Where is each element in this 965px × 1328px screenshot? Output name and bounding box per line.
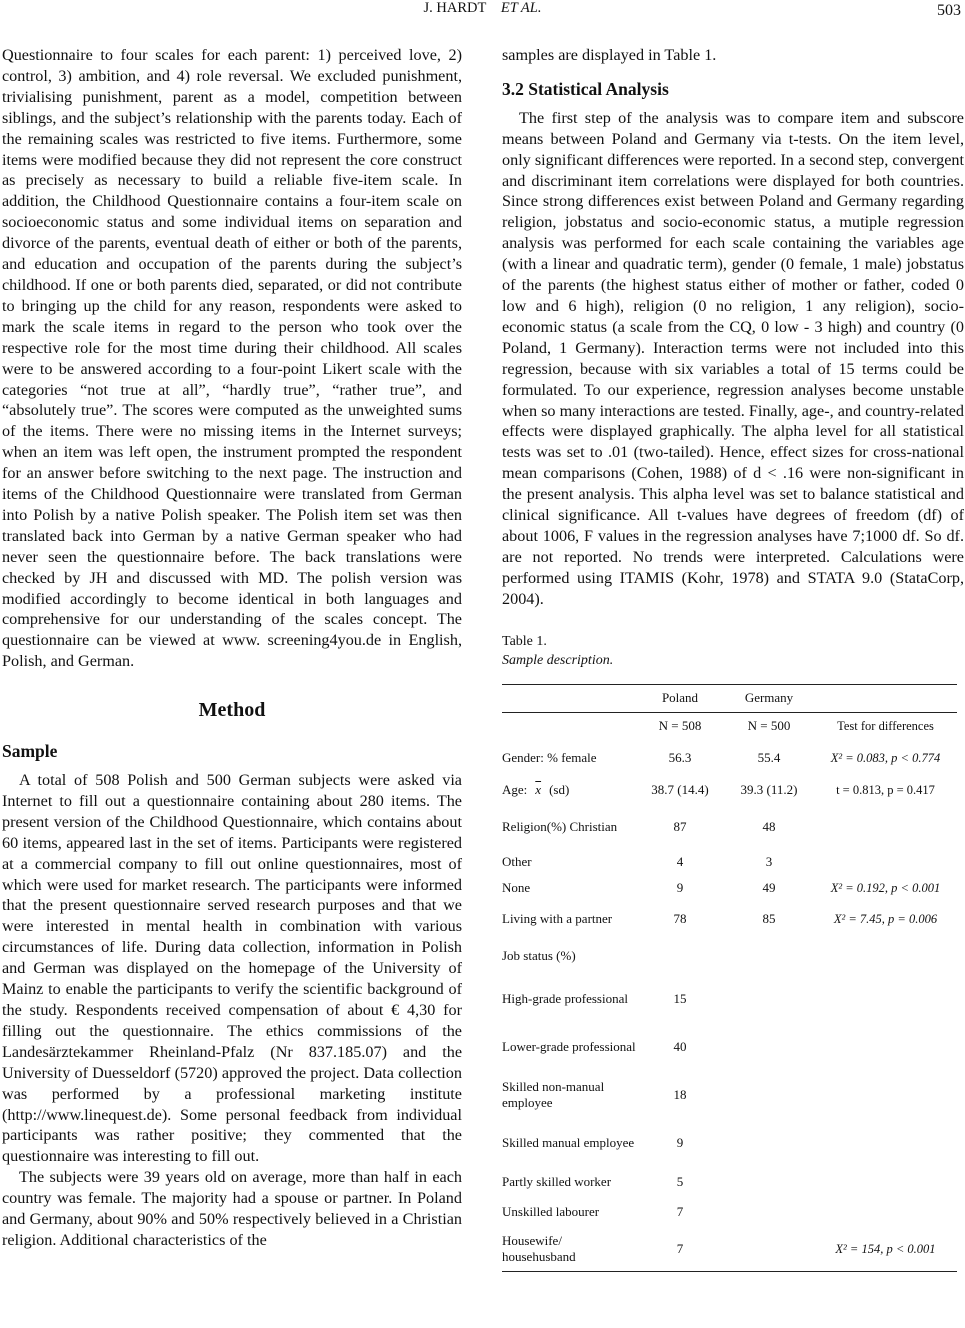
table-title: Table 1. xyxy=(502,633,547,649)
table-cell-poland: 38.7 (14.4) xyxy=(651,782,709,798)
table-cell-test: X² = 0.083, p < 0.774 xyxy=(830,750,941,765)
table-cell-germany: 39.3 (11.2) xyxy=(740,782,798,798)
running-author: J. HARDT xyxy=(423,0,487,16)
statistical-analysis-heading: 3.2 Statistical Analysis xyxy=(502,78,669,99)
right-column xyxy=(502,45,964,1272)
table-header-blank-test xyxy=(814,684,957,712)
table-row-label: Gender: % female xyxy=(502,749,597,765)
sample-heading: Sample xyxy=(2,741,58,762)
table-cell-germany: 49 xyxy=(762,880,776,896)
table-row xyxy=(502,901,957,937)
method-heading: Method xyxy=(198,699,266,722)
paragraph-subjects: The subjects were 39 years old on average, more than half in each country was female. The majority had a spouse or partner. In Poland and Germany, about 90% and 50% respectively believed in a Christian religion. Additional characteristics of the xyxy=(2,1168,462,1249)
table-cell-germany: 85 xyxy=(762,911,776,927)
table-cell-poland: 4 xyxy=(676,854,684,870)
table-row-label: Lower-grade professional xyxy=(502,1039,636,1055)
table-cell-test xyxy=(814,1119,957,1167)
table-cell-test xyxy=(814,1023,957,1071)
table-cell-poland: 5 xyxy=(676,1174,684,1190)
table-caption xyxy=(502,632,964,670)
sd-label: (sd) xyxy=(549,782,570,798)
table-row-label: Skilled non-manual employee xyxy=(502,1079,605,1111)
table-row xyxy=(502,875,957,901)
table-cell-test xyxy=(814,975,957,1023)
table-row xyxy=(502,975,957,1023)
table-cell-test xyxy=(814,805,957,849)
table-cell-poland: 15 xyxy=(673,991,687,1007)
table-cell-germany: 55.4 xyxy=(757,749,781,765)
table-cell-poland: 78 xyxy=(673,911,687,927)
table-row xyxy=(502,937,957,975)
table-cell-germany xyxy=(724,975,814,1023)
mean-symbol: $\overline{x}$ xyxy=(535,782,542,798)
table-cell-germany xyxy=(724,1071,814,1119)
table-row xyxy=(502,740,957,775)
table-cell-germany xyxy=(724,1197,814,1227)
table-row-label: None xyxy=(502,880,531,896)
table-cell-germany xyxy=(724,1119,814,1167)
table-cell-germany xyxy=(724,937,814,975)
table-row xyxy=(502,805,957,849)
table-row xyxy=(502,775,957,805)
table-cell-germany: 3 xyxy=(765,854,773,870)
paragraph-scales: Questionnaire to four scales for each parent: 1) perceived love, 2) control, 3) ambition, and 4) role reversal. We excluded punishment, trivialising punishment, parent as a model, competition between siblings, and the subject’s relationship with the parents today. Each of the remaining scales was restricted to five items. Furthermore, some items were modified because they did not represent the core construct as precisely as necessary to build a reliable five-item scale. In addition, the Childhood Questionnaire contains a four-item scale on socioeconomic status and some individual items on separation and divorce of the parents, eventual death of either or both of the parents, and education and occupation of the parents during the subject’s childhood. If one or both parents died, separated, or did not contribute to bringing up the child for any reason, respondents were asked to mark the scale items in regard to the person who took over the respective role for the most time during their childhood. All scales were to be answered according to a four-point Likert scale with the categories “not true at all”, “hardly true”, “rather true”, and “absolutely true”. The scores were computed as the unweighted sums of the items. There were no missing items in the Internet surveys; when an item was left open, the instrument prompted the respondent for an answer before switching to the next page. The instruction and items of the Childhood Questionnaire were translated from German into Polish by a native Polish speaker. The Polish item set was then translated back into German by a native German speaker who had never seen the questionnaire before. The back translations were checked by JH and discussed with MD. The polish version was modified accordingly to become identical in both languages and comprehensive for our understanding of the scales concept. The questionnaire can be viewed at www. screening4you.de in English, Polish, and German. xyxy=(2,46,462,671)
table-cell-germany xyxy=(724,1023,814,1071)
table-cell-test: X² = 154, p < 0.001 xyxy=(835,1241,936,1256)
table-row-label: Unskilled labourer xyxy=(502,1204,600,1220)
table-header-germany: Germany xyxy=(744,690,794,706)
running-etal: ET AL. xyxy=(500,0,542,16)
table-cell-poland: 7 xyxy=(676,1240,684,1256)
table-header-poland: Poland xyxy=(661,690,699,706)
running-header xyxy=(0,0,965,22)
table-cell-germany xyxy=(724,1167,814,1197)
table-row-label xyxy=(502,775,636,805)
table-cell-germany xyxy=(724,1227,814,1271)
table-test-header: Test for differences xyxy=(837,719,934,734)
left-column xyxy=(2,45,462,1251)
table-cell-test: X² = 7.45, p = 0.006 xyxy=(833,912,938,927)
sample-description-table xyxy=(502,684,957,1272)
table-row xyxy=(502,1197,957,1227)
page-number: 503 xyxy=(937,2,961,19)
table-cell-test xyxy=(814,1071,957,1119)
table-row xyxy=(502,1023,957,1071)
age-label: Age: xyxy=(502,782,528,798)
table-row-label: Job status (%) xyxy=(502,948,576,964)
table-row-label: Partly skilled worker xyxy=(502,1174,612,1190)
table-cell-poland: 56.3 xyxy=(668,749,692,765)
table-row xyxy=(502,1167,957,1197)
table-cell-poland: 9 xyxy=(676,880,684,896)
paragraph-statistical-analysis: The first step of the analysis was to compare item and subscore means between Poland and Germany via t-tests. On the item level, only significant differences were reported. In a second step, convergent and discriminant item correlations were displayed for both countries. Since strong differences exist between Poland and Germany regarding religion, jobstatus and socio-economic status, a mutiple regression analysis was performed for each scale containing the variables age (with a linear and quadratic term), gender (0 female, 1 male) jobstatus of the parents (the highest status either of mother or father, coded 0 low and 6 high), religion (0 no religion, 1 any religion), socio-economic status (a scale from the CQ, 0 low - 3 high) and country (0 Poland, 1 Germany). Interaction terms were not included into this regression, because with six variables a total of 15 terms could be formulated. To our experience, regression analyses become unstable when so many interactions are tested. Finally, age-, and country-related effects were displayed graphically. The alpha level for all statistical tests was set to .01 (two-tailed). Hence, effect sizes for cross-national mean comparisons (Cohen, 1988) of d < .16 were non-significant in the present analysis. This alpha level was set to balance statistical and clinical significance. All t-values have degrees of freedom (df) of about 1006, F values in the regression analyses have 7;1000 df. So df. are not reported. No trends were interpreted. Calculations were performed using ITAMIS (Kohr, 1978) and STATA 9.0 (StataCorp, 2004). xyxy=(502,108,964,608)
table-cell-poland: 7 xyxy=(676,1204,684,1220)
table-row-label: High-grade professional xyxy=(502,991,628,1007)
table-cell-test: X² = 0.192, p < 0.001 xyxy=(830,881,941,896)
table-cell-poland: 40 xyxy=(673,1039,687,1055)
table-cell-test xyxy=(814,1167,957,1197)
paragraph-sample: A total of 508 Polish and 500 German subjects were asked via Internet to fill out a questionnaire containing about 280 items. The present version of the Childhood Questionnaire, which contains about 60 items, appeared last in the set of items. Participants were registered at a commercial company to fill out online questionnaires, most of which were used for market research. The participants were informed that the present questionnaire served research purposes and that we were interested in mental health in combination with various circumstances of life. During data collection, information in Polish and German was displayed on the homepage of the University of Mainz to enable the participants to verify the scientific background of the study. Respondents received compensation of about € 4,30 for filling out the questionnaire. The ethics commissions of the Landesärztekammer Rheinland-Pfalz (Nr 837.185.07) and the University of Duesseldorf (5720) approved the project. Data collection was performed by a professional marketing institute (http://www.linequest.de). Some personal feedback from individual participants was rather positive; they commented that the questionnaire was interesting to fill out. xyxy=(2,771,462,1166)
table-n-poland: N = 508 xyxy=(658,718,702,734)
table-cell-test xyxy=(814,1197,957,1227)
running-head xyxy=(0,0,965,17)
table-row-label: Living with a partner xyxy=(502,911,613,927)
table-cell-test xyxy=(814,849,957,875)
table-header-blank xyxy=(502,684,636,712)
table-n-germany: N = 500 xyxy=(747,718,791,734)
table-row xyxy=(502,1119,957,1167)
table-row-label: Other xyxy=(502,854,532,870)
table-row xyxy=(502,1227,957,1271)
table-row-label: Skilled manual employee xyxy=(502,1135,635,1151)
table-cell-test xyxy=(814,937,957,975)
table-row xyxy=(502,849,957,875)
table-subtitle: Sample description. xyxy=(502,652,614,668)
table-header-blank-2 xyxy=(502,712,636,740)
table-cell-poland: 87 xyxy=(673,819,687,835)
table-cell-poland xyxy=(636,937,724,975)
table-row xyxy=(502,1071,957,1119)
table-cell-germany: 48 xyxy=(762,819,776,835)
table-header-row-n xyxy=(502,712,957,740)
table-cell-poland: 18 xyxy=(673,1087,687,1103)
table-cell-poland: 9 xyxy=(676,1135,684,1151)
table-row-label: Housewife/ househusband xyxy=(502,1232,576,1264)
table-row-label: Religion(%) Christian xyxy=(502,819,618,835)
paragraph-samples-table-ref: samples are displayed in Table 1. xyxy=(502,46,717,64)
table-cell-test: t = 0.813, p = 0.417 xyxy=(836,783,935,798)
table-header-row-countries xyxy=(502,684,957,712)
